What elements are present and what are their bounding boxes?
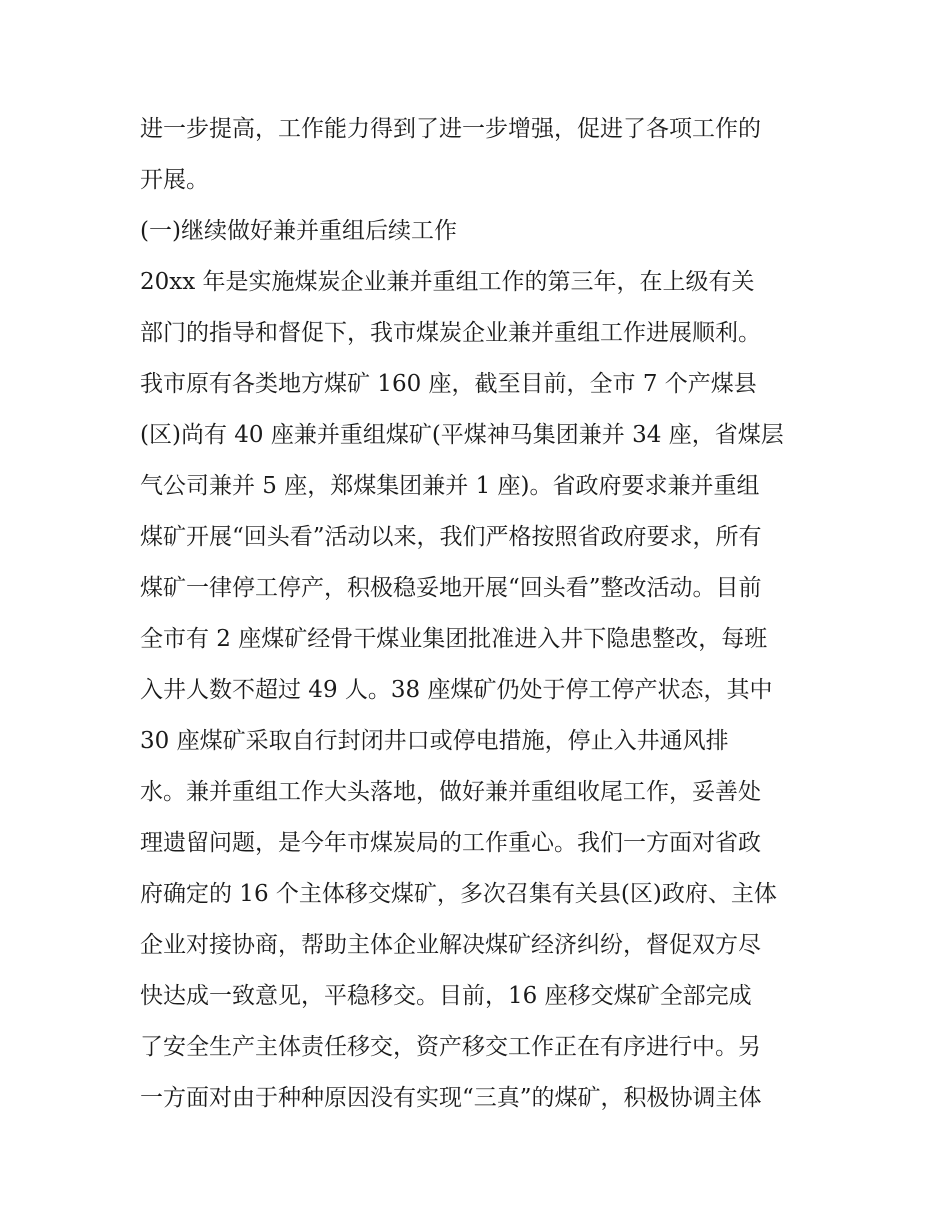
text-line: 快达成一致意见，平稳移交。目前，16 座移交煤矿全部完成: [140, 983, 752, 1009]
text-line: 企业对接协商，帮助主体企业解决煤矿经济纠纷，督促双方尽: [140, 932, 761, 958]
text-line: 煤矿一律停工停产，积极稳妥地开展“回头看”整改活动。目前: [140, 575, 762, 601]
text-line: 煤矿开展“回头看”活动以来，我们严格按照省政府要求，所有: [140, 524, 762, 550]
text-line: 部门的指导和督促下，我市煤炭企业兼并重组工作进展顺利。: [140, 320, 761, 346]
text-line: 入井人数不超过 49 人。38 座煤矿仍处于停工停产状态，其中: [140, 677, 773, 703]
text-line: 府确定的 16 个主体移交煤矿，多次召集有关县(区)政府、主体: [140, 881, 777, 907]
text-line: 我市原有各类地方煤矿 160 座，截至目前，全市 7 个产煤县: [140, 371, 757, 397]
text-line: 20xx 年是实施煤炭企业兼并重组工作的第三年，在上级有关: [140, 269, 755, 295]
section-heading: (一)继续做好兼并重组后续工作: [140, 218, 457, 244]
text-line: 进一步提高，工作能力得到了进一步增强，促进了各项工作的: [140, 116, 761, 142]
body-text: [140, 104, 820, 1124]
text-line: (区)尚有 40 座兼并重组煤矿(平煤神马集团兼并 34 座，省煤层: [140, 422, 784, 448]
text-line: 30 座煤矿采取自行封闭井口或停电措施，停止入井通风排: [140, 728, 729, 754]
text-line: 气公司兼并 5 座，郑煤集团兼并 1 座)。省政府要求兼并重组: [140, 473, 760, 499]
text-line: 水。兼并重组工作大头落地，做好兼并重组收尾工作，妥善处: [140, 779, 761, 805]
text-line: 理遗留问题，是今年市煤炭局的工作重心。我们一方面对省政: [140, 830, 761, 856]
text-line: 了安全生产主体责任移交，资产移交工作正在有序进行中。另: [140, 1034, 761, 1060]
text-line: 全市有 2 座煤矿经骨干煤业集团批准进入井下隐患整改，每班: [140, 626, 768, 652]
text-line: 开展。: [140, 167, 209, 193]
text-line: 一方面对由于种种原因没有实现“三真”的煤矿，积极协调主体: [140, 1085, 762, 1111]
